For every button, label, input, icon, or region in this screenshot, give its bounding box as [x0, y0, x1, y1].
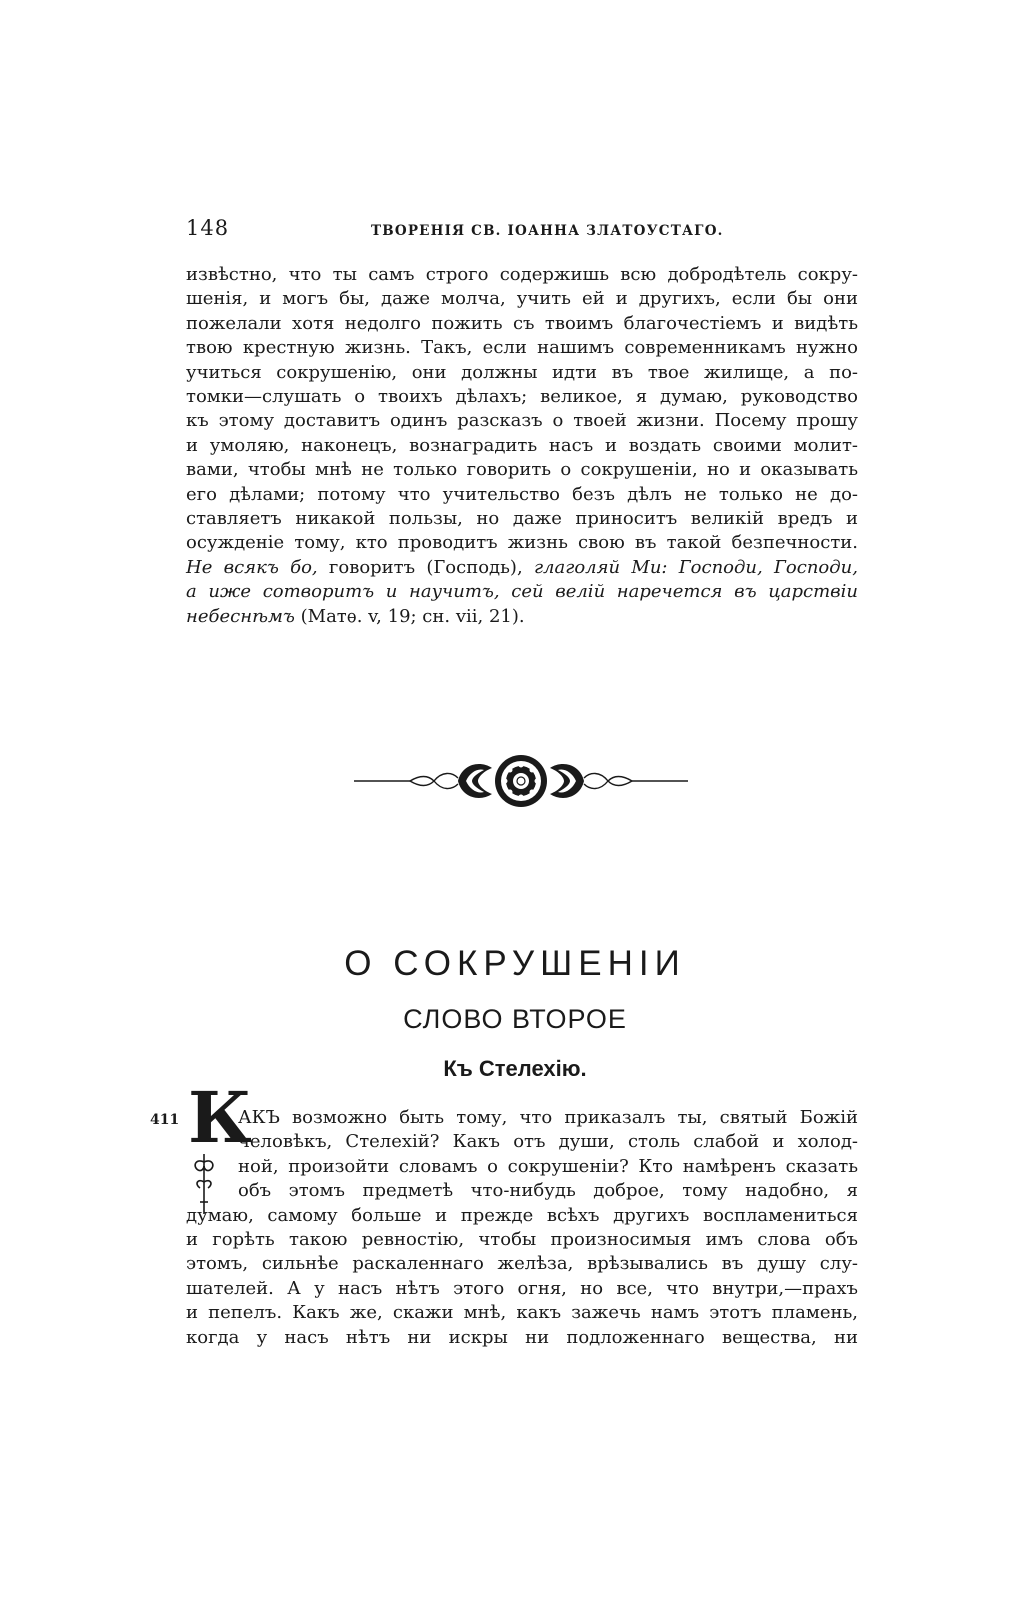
section-addressee: Къ Стелехію.: [443, 1056, 587, 1081]
text-line: къ этому доставитъ одинъ разсказъ о твоей жизни. Посему прошу: [186, 410, 858, 432]
paragraph-opening: [186, 1106, 858, 1350]
text-line: и горѣть такою ревностію, чтобы произносимыя имъ слова объ: [186, 1229, 858, 1251]
running-head: [186, 216, 858, 246]
quote-italic: а иже сотворитъ и научитъ, сей велій наречется въ царствіи: [186, 581, 858, 603]
section-title: О СОКРУШЕНІИ: [344, 944, 686, 983]
running-title: ТВОРЕНІЯ СВ. ІОАННА ЗЛАТОУСТАГО.: [371, 223, 724, 239]
paragraph: [186, 1106, 858, 1350]
section-subtitle: СЛОВО ВТОРОЕ: [403, 1004, 627, 1034]
text-line: его дѣлами; потому что учительство безъ дѣлъ не только не до-: [186, 483, 858, 505]
text-line: этомъ, сильнѣе раскаленнаго желѣза, врѣзывались въ душу слу-: [186, 1253, 858, 1275]
quote-italic: небеснѣмъ: [186, 605, 295, 627]
text-line: томки—слушать о твоихъ дѣлахъ; великое, я думаю, руководство: [186, 386, 858, 408]
scripture-quote-line: [186, 580, 858, 604]
text-line: твою крестную жизнь. Такъ, если нашимъ современникамъ нужно: [186, 337, 858, 359]
scripture-reference: (Матѳ. v, 19; сн. vii, 21).: [294, 605, 525, 627]
page-number: 148: [186, 216, 230, 240]
text-line: человѣкъ, Стелехій? Какъ отъ души, столь слабой и холод-: [238, 1131, 858, 1153]
text-line: когда у насъ нѣтъ ни искры ни подложеннаго вещества, ни: [186, 1326, 858, 1348]
text-line: шателей. А у насъ нѣтъ этого огня, но все, что внутри,—прахъ: [186, 1277, 858, 1299]
text-line: извѣстно, что ты самъ строго содержишь всю добродѣтель сокру-: [186, 264, 858, 285]
text-line: ставляетъ никакой пользы, но даже приноситъ великій вредъ и: [186, 508, 858, 530]
quote-italic: Не всякъ бо,: [186, 556, 318, 578]
text-line: думаю, самому больше и прежде всѣхъ другихъ воспламениться: [186, 1204, 858, 1226]
quote-plain: говоритъ (Господь),: [317, 556, 534, 578]
text-line: пожелали хотя недолго пожить съ твоимъ благочестіемъ и видѣть: [186, 312, 858, 334]
margin-number: 411: [150, 1112, 180, 1128]
text-line: осужденіе тому, кто проводитъ жизнь свою въ такой безпечности.: [186, 532, 858, 554]
text-line: и умоляю, наконецъ, вознаградить насъ и воздать своими молит-: [186, 434, 858, 456]
text-line: и пепелъ. Какъ же, скажи мнѣ, какъ зажечь намъ этотъ пламень,: [186, 1302, 858, 1324]
paragraph-continuation: [186, 263, 858, 629]
paragraph: [186, 263, 858, 629]
quote-italic: глаголяй Ми: Господи, Господи,: [533, 556, 858, 578]
ornament-divider-icon: [354, 754, 688, 808]
text-line: учиться сокрушенію, они должны идти въ твое жилище, а по-: [186, 361, 858, 383]
text-line: АКЪ возможно быть тому, что приказалъ ты, святый Божій: [238, 1107, 858, 1128]
drop-cap-letter: К: [188, 1076, 252, 1159]
text-line: ной, произойти словамъ о сокрушеніи? Кто намѣренъ сказать: [238, 1155, 858, 1177]
text-line: объ этомъ предметѣ что-нибудь доброе, тому надобно, я: [238, 1180, 858, 1202]
text-line: вами, чтобы мнѣ не только говорить о сокрушеніи, но и оказывать: [186, 459, 858, 481]
scripture-quote-line: [186, 605, 858, 629]
text-line: шенія, и могъ бы, даже молча, учить ей и другихъ, если бы они: [186, 288, 858, 310]
scripture-quote-line: [186, 556, 858, 580]
